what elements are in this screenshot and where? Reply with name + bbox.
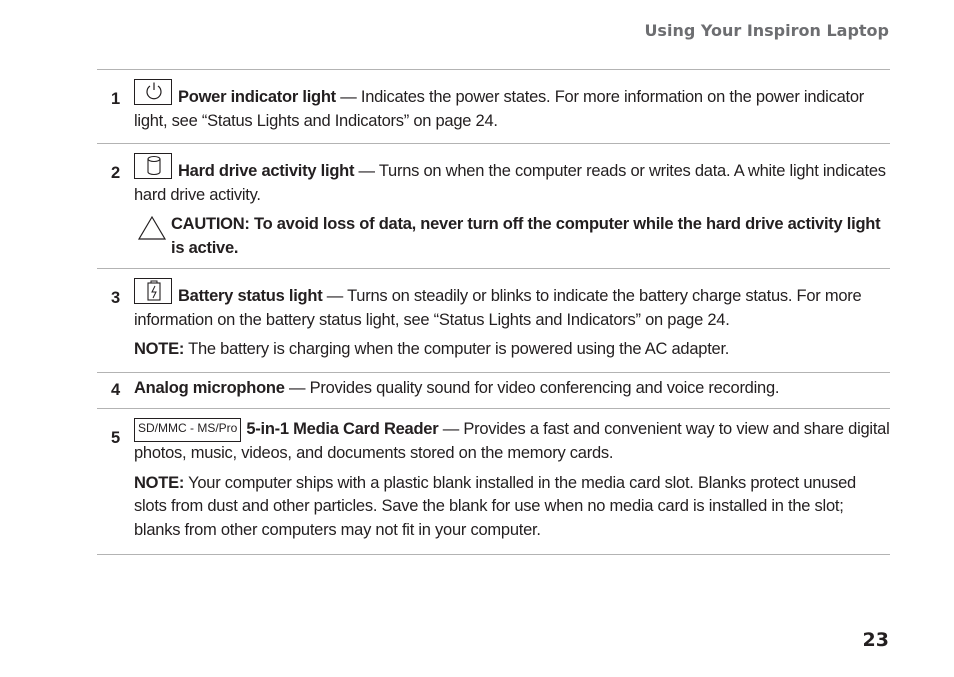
item-title: Power indicator light <box>178 88 336 106</box>
item-description <box>134 153 890 207</box>
list-item-media-card-reader <box>97 408 890 555</box>
list-item-battery-status <box>97 268 890 372</box>
running-header: Using Your Inspiron Laptop <box>644 21 889 40</box>
battery-icon <box>134 278 172 304</box>
note <box>134 338 890 362</box>
caution-text: CAUTION: To avoid loss of data, never turn off the computer while the hard drive activity light is active. <box>171 215 881 257</box>
item-text: — Indicates the power states. For more information on the power indicator light, see “Status Lights and Indicators” on page 24. <box>134 88 865 130</box>
item-description <box>134 79 890 133</box>
list-item-hard-drive-light <box>97 143 890 268</box>
item-description <box>134 377 890 401</box>
note-label: NOTE: <box>134 340 185 358</box>
media-card-icon: SD/MMC - MS/Pro <box>134 418 241 442</box>
item-description <box>134 418 890 466</box>
note <box>134 472 890 543</box>
page-number: 23 <box>862 629 889 651</box>
note-text: The battery is charging when the computer is powered using the AC adapter. <box>184 340 730 358</box>
item-number: 1 <box>111 90 120 108</box>
note-label: NOTE: <box>134 473 185 492</box>
list-item-power-indicator <box>97 69 890 143</box>
item-number: 4 <box>111 380 120 399</box>
item-description <box>134 278 890 332</box>
item-text: — Turns on steadily or blinks to indicate the battery charge status. For more information on the battery status light, see “Status Lights and Indicators” on page 24. <box>134 287 862 329</box>
hard-drive-icon <box>134 153 172 179</box>
item-title: Analog microphone <box>134 378 285 397</box>
power-icon <box>134 79 172 105</box>
item-title: Hard drive activity light <box>178 162 355 180</box>
item-title: Battery status light <box>178 287 323 305</box>
caution-icon <box>137 215 167 241</box>
caution-note <box>134 213 890 260</box>
item-number: 2 <box>111 164 120 182</box>
item-number: 5 <box>111 429 120 447</box>
item-number: 3 <box>111 289 120 307</box>
item-text: — Provides a fast and convenient way to view and share digital photos, music, videos, and documents stored on the memory cards. <box>134 420 890 462</box>
item-title: 5-in-1 Media Card Reader <box>246 420 439 438</box>
item-text: — Turns on when the computer reads or writes data. A white light indicates hard drive activity. <box>134 162 886 204</box>
feature-list <box>97 69 890 555</box>
note-text: Your computer ships with a plastic blank installed in the media card slot. Blanks protect unused slots from dust and other particles. Save the blank for use when no media card is installed in the slot; blanks from other computers may not fit in your computer. <box>134 473 856 539</box>
list-item-analog-microphone <box>97 372 890 409</box>
item-text: — Provides quality sound for video conferencing and voice recording. <box>284 378 780 397</box>
